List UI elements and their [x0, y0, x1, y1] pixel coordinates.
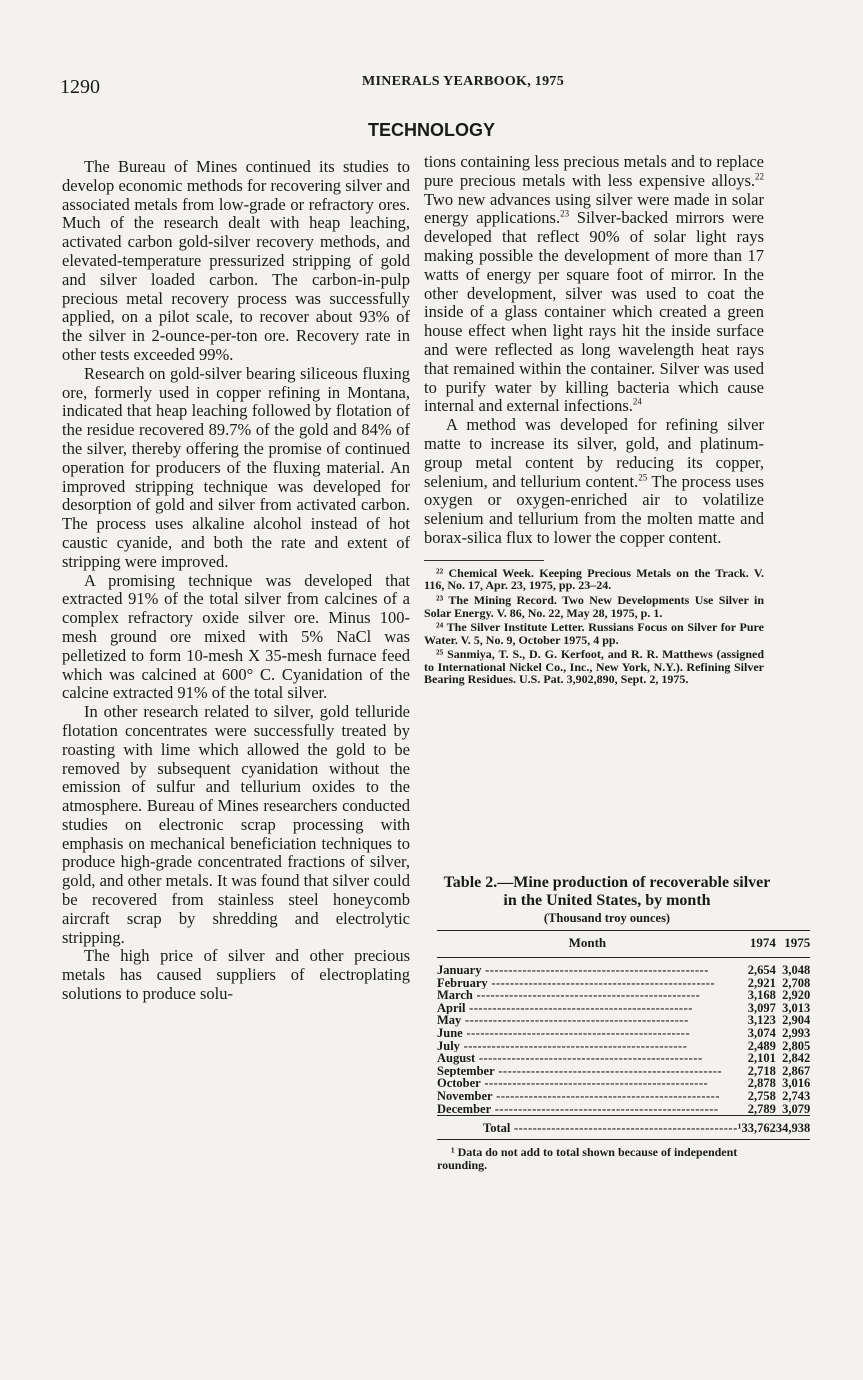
table-row [437, 1103, 810, 1116]
data-table [437, 930, 810, 1140]
value-1974: 3,123 [747, 1013, 776, 1028]
dot-leader [475, 1052, 702, 1065]
value-1974: 2,921 [747, 975, 776, 990]
month-cell: October [437, 1077, 481, 1090]
section-title: TECHNOLOGY [367, 120, 495, 140]
value-1975: 3,013 [782, 1000, 811, 1015]
dot-leader [465, 1002, 692, 1015]
value-1974: 2,789 [747, 1101, 776, 1116]
table-header-row [437, 931, 810, 958]
footnote: ²³ The Mining Record. Two New Developments Use Silver in Solar Energy. V. 86, No. 22, May 28, 1975, p. 1. [424, 592, 764, 620]
dot-leader [463, 1027, 690, 1040]
month-cell: February [437, 976, 488, 990]
left-column [62, 158, 410, 1004]
footnotes [424, 567, 764, 686]
footnote-ref: 25 [638, 472, 648, 483]
month-cell: January [437, 963, 482, 977]
table-row [437, 1027, 810, 1040]
footnote-ref: 24 [632, 396, 642, 407]
value-1975: 3,016 [782, 1076, 811, 1091]
total-label: Total [483, 1121, 511, 1136]
dot-leader [460, 1040, 687, 1053]
paragraph: Research on gold-silver bearing siliceous fluxing ore, formerly used in copper refining in Montana, indicated that heap leaching followed by flotation of the residue recovered 89.7% of the gold and 84% of the silver, thereby offering the promise of continued operation for producers of the fluxing material. An improved stripping technique was developed for desorption of gold and silver from activated carbon. The process uses alkaline alcohol instead of hot caustic cyanide, and both the rate and extent of stripping were improved. [62, 363, 410, 571]
paragraph-text: The process uses oxygen or oxygen-enriched air to volatilize selenium and tellurium from the molten matte and borax-silica flux to lower the copper content. [424, 471, 764, 547]
paragraph: In other research related to silver, gold telluride flotation concentrates were successfully treated by roasting with lime which allowed the gold to be removed by subsequent cyanidation without the emission of sulfur and tellurium oxides to the atmosphere. Bureau of Mines researchers conducted studies on electronic scrap processing with emphasis on mechanical beneficiation techniques to produce high-grade concentrated fractions of silver, gold, and other metals. It was found that silver could be recovered from stainless steel honeycomb aircraft scrap by shredding and electrolytic stripping. [62, 702, 410, 947]
month-cell: April [437, 1001, 466, 1015]
paragraph-text: A method was developed for refining silver matte to increase its silver, gold, and platinum-group metal content by reducing its copper, selenium, and tellurium content. [424, 415, 764, 491]
right-column [424, 153, 764, 688]
paragraph: The high price of silver and other precious metals has caused suppliers of electroplating solutions to produce solu- [62, 946, 410, 1004]
paragraph-text: Two new advances using silver were made in solar energy applications. [424, 189, 764, 228]
total-1974: ¹33,762 [738, 1116, 776, 1140]
month-cell: December [437, 1102, 492, 1116]
value-1975: 2,708 [782, 975, 811, 990]
dot-leader [488, 977, 715, 990]
running-title: MINERALS YEARBOOK, 1975 [362, 74, 565, 89]
footnote: ²⁵ Sanmiya, T. S., D. G. Kerfoot, and R. R. Matthews (assigned to International Nickel Co., Inc., New York, N.Y.). Refining Silver Bearing Residues. U.S. Pat. 3,902,890, Sept. 2, 1975. [424, 647, 764, 687]
footnote-ref: 23 [560, 208, 570, 219]
value-1975: 3,048 [782, 963, 811, 977]
value-1974: 3,074 [747, 1025, 776, 1040]
page-header [60, 72, 803, 96]
table-subcaption: (Thousand troy ounces) [543, 911, 671, 925]
footnote-divider [424, 560, 544, 561]
paragraph-text: Silver-backed mirrors were developed that reflect 90% of solar light rays making possible the development of more than 17 watts of energy per square foot of mirror. In the other development, silver was used to coat the inside of a glass container which created a green house effect when light rays hit the inside surface and were reflected as long wavelength heat rays that remained within the container. Silver was used to purify water by killing bacteria which cause internal and external infections. [424, 208, 764, 416]
month-cell: November [437, 1089, 493, 1103]
paragraph [424, 153, 764, 416]
value-1975: 2,805 [782, 1038, 811, 1053]
value-1975: 2,904 [782, 1013, 811, 1028]
column-header-1975: 1975 [776, 931, 810, 958]
column-header-month: Month [437, 931, 738, 958]
dot-leader [473, 989, 700, 1002]
value-1975: 2,993 [782, 1025, 811, 1040]
dot-leader [491, 1103, 718, 1116]
table-caption: Table 2.—Mine production of recoverable silver in the United States, by month [443, 874, 771, 909]
month-cell: March [437, 989, 473, 1002]
value-1974: 3,097 [747, 1000, 776, 1015]
total-1975: 34,938 [776, 1116, 810, 1140]
month-cell: June [437, 1026, 463, 1040]
value-1974: 2,101 [747, 1051, 776, 1066]
value-1974: 2,758 [747, 1088, 776, 1103]
production-table [437, 874, 811, 1172]
dot-leader [495, 1065, 722, 1078]
value-1974: 2,878 [747, 1076, 776, 1091]
month-cell: May [437, 1014, 462, 1027]
dot-leader [510, 1121, 737, 1135]
table-row [437, 1052, 810, 1065]
dot-leader [481, 1077, 708, 1090]
month-cell: July [437, 1039, 460, 1053]
column-header-1974: 1974 [738, 931, 776, 958]
value-1975: 2,867 [782, 1063, 811, 1078]
dot-leader [481, 963, 708, 977]
footnote: ²² Chemical Week. Keeping Precious Metals on the Track. V. 116, No. 17, Apr. 23, 1975, pp. 23–24. [424, 565, 764, 593]
dot-leader [493, 1090, 720, 1103]
table-row [437, 958, 810, 977]
value-1974: 3,168 [747, 988, 776, 1003]
value-1975: 2,743 [782, 1088, 811, 1103]
table-footnote: ¹ Data do not add to total shown because of independent rounding. [437, 1144, 738, 1172]
table-row [437, 989, 810, 1002]
month-cell: September [437, 1064, 495, 1078]
table-row [437, 1090, 810, 1103]
paragraph: The Bureau of Mines continued its studies to develop economic methods for recovering silver and associated metals from low-grade or refractory ores. Much of the research dealt with heap leaching, activated carbon gold-silver recovery methods, and elevated-temperature pressurized stripping of gold and silver loaded carbon. The carbon-in-pulp precious metal recovery process was successfully applied, on a pilot scale, to recover about 93% of the silver in 2-ounce-per-ton ore. Recovery rate in other tests exceeded 99%. [62, 157, 410, 364]
paragraph-text: tions containing less precious metals and to replace pure precious metals with less expensive alloys. [424, 152, 764, 190]
dot-leader [461, 1014, 688, 1027]
value-1975: 3,079 [782, 1101, 811, 1116]
value-1974: 2,654 [747, 963, 776, 977]
footnote-ref: 22 [755, 171, 764, 182]
value-1974: 2,489 [747, 1038, 776, 1053]
footnote: ²⁴ The Silver Institute Letter. Russians Focus on Silver for Pure Water. V. 5, No. 9, October 1975, 4 pp. [424, 620, 764, 647]
total-row [437, 1116, 810, 1140]
month-cell: August [437, 1052, 476, 1065]
value-1974: 2,718 [747, 1063, 776, 1078]
value-1975: 2,920 [782, 988, 811, 1003]
value-1975: 2,842 [782, 1051, 811, 1066]
paragraph [424, 416, 764, 548]
page-number: 1290 [60, 76, 100, 98]
paragraph: A promising technique was developed that extracted 91% of the total silver from calcines of a complex refractory oxide silver ore. Minus 100-mesh ground ore mixed with 5% NaCl was pelletized to form 10-mesh X 35-mesh furnace feed which was calcined at 600° C. Cyanidation of the calcine extracted 91% of the total silver. [62, 570, 410, 703]
